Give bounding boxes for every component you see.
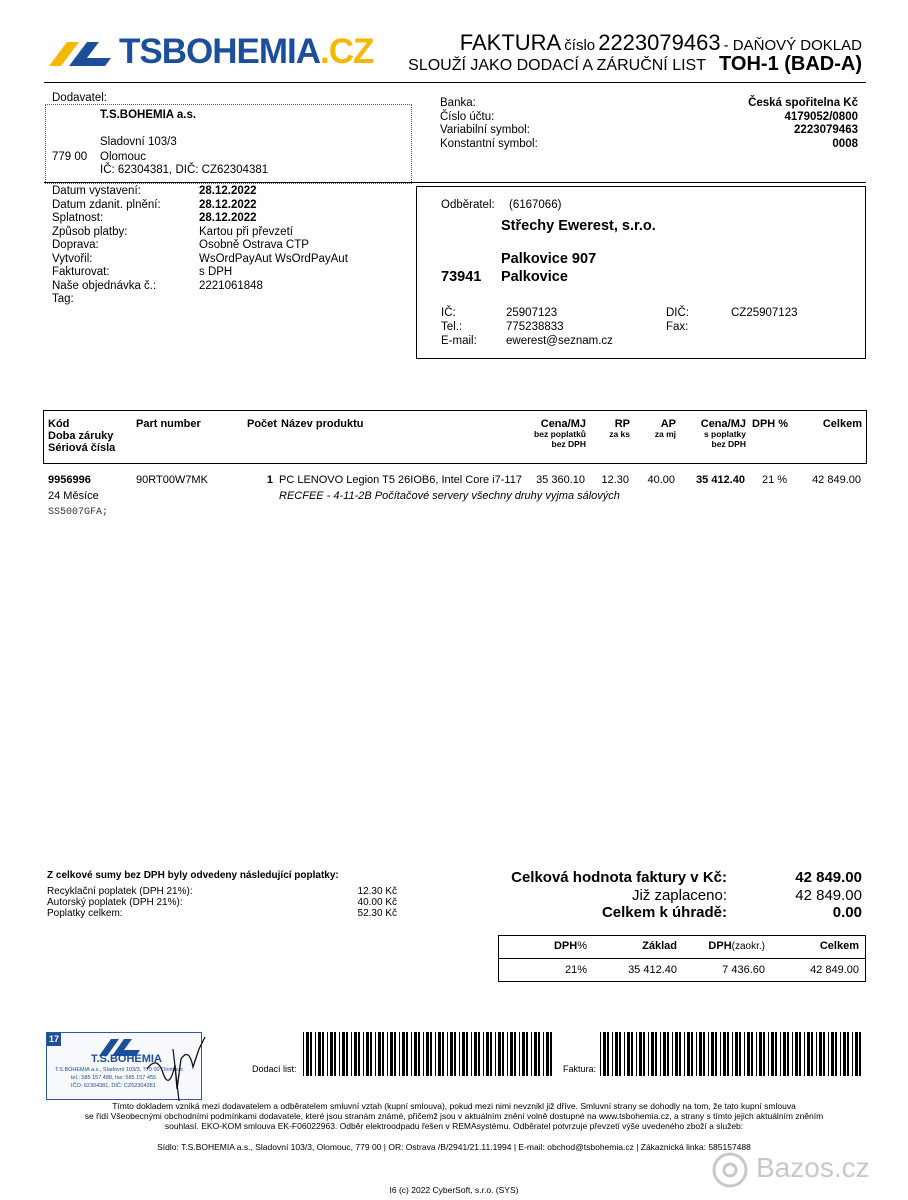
col-part: Part number [136,418,201,430]
barcode-bar [495,1032,496,1076]
barcode-bar [691,1032,693,1076]
barcode-bar [639,1032,642,1076]
barcode-bar [306,1032,309,1076]
invoice-subtitle: SLOUŽÍ JAKO DODACÍ A ZÁRUČNÍ LIST TOH-1 (BAD-A) [408,53,862,75]
col-ap: AP za mj [654,418,676,439]
footer-terms: Tímto dokladem vzniká mezi dodavatelem a odběratelem smluvní vztah (kupní smlouva), pokud mezi nimi nevznikl již dříve. Smluvní strany se dohodly na tom, že tato kupní smlouva se řídí Všeobecnými obchodními podmínkami dodavatele, které jsou stranám známé, přičemž jsou v aktuálním znění volně dostupné na www.tsbohemia.cz, a strany s tímto jejich aktuálním zněním souhlasí. EKO-KOM smlouva EK-F06022963. Odběr elektroodpadu řešen v REMAsystému. Odběratel potvrzuje převzetí výše uvedeného zboží a služeb: [84,1101,824,1131]
detail-label: Tag: [52,293,74,305]
detail-label: Způsob platby: [52,225,128,238]
company-stamp [46,1032,202,1100]
item-ap: 40.00 [647,474,675,486]
bank-row-value: 0008 [832,137,858,150]
detail-row [52,239,392,253]
barcode-bar [543,1032,544,1076]
barcode-bar [819,1032,822,1076]
barcode-bar [859,1032,861,1076]
barcode-bar [744,1032,745,1076]
barcode-bar [636,1032,637,1076]
barcode-bar [615,1032,618,1076]
barcode-bar [843,1032,846,1076]
barcode-bar [538,1032,540,1076]
detail-value: Osobně Ostrava CTP [199,239,309,251]
supplier-city: Olomouc [100,151,147,163]
fee-row [47,908,397,919]
barcode-bar [370,1032,372,1076]
barcode-bar [303,1032,304,1076]
barcode-bar [763,1032,765,1076]
bank-row-label: Variabilní symbol: [440,124,530,136]
barcode-bar [430,1032,432,1076]
barcode-bar [426,1032,429,1076]
barcode-bar [466,1032,468,1076]
col-cena2: Cena/MJ s poplatky bez DPH [700,418,746,449]
fee-label: Recyklační poplatek (DPH 21%): [47,886,193,897]
fees-list [47,886,397,919]
detail-value: 2221061848 [199,279,263,292]
detail-label: Naše objednávka č.: [52,279,157,292]
customer-dic: CZ25907123 [731,307,798,319]
detail-row [52,226,392,240]
col-cena: Cena/MJ bez poplatků bez DPH [534,418,586,449]
detail-label: Splatnost: [52,212,104,224]
customer-city: Palkovice [501,269,568,285]
stamp-line2: tel.: 585 157 488, fax: 585 157 455 [71,1075,157,1081]
barcode-bar [816,1032,817,1076]
stamp-line3: IČO: 62304381, DIČ: CZ62304381 [71,1083,156,1089]
barcode-bar [660,1032,661,1076]
barcode-bar [546,1032,549,1076]
total-row [500,869,862,887]
barcode-bar [723,1032,726,1076]
barcode-bar [804,1032,805,1076]
customer-dic-label: DIČ: [666,307,689,319]
customer-street: Palkovice 907 [501,251,597,267]
detail-row [52,185,392,199]
item-zaruka: 24 Měsíce [48,490,99,502]
barcode-bar [474,1032,477,1076]
total-label: Celkem k úhradě: [601,904,727,921]
footer-seat: Sídlo: T.S.BOHEMIA a.s., Sladovní 103/3, Olomouc, 779 00 | OR: Ostrava /B/2941/21.11.1994 | E-mail: obchod@tsbohemia.cz | Zákaznická linka: 585157488 [157,1142,751,1152]
invoice-code: TOH-1 (BAD-A) [719,53,862,75]
total-label: Již zaplaceno: [631,886,727,904]
detail-label: Fakturovat: [52,266,110,278]
col-nazev: Název produktu [281,418,364,430]
barcode-bar [454,1032,456,1076]
barcode-bar [684,1032,685,1076]
barcode-bar [768,1032,769,1076]
barcode-bar [378,1032,381,1076]
bank-info [440,97,858,151]
total-value: 0.00 [832,904,862,921]
barcode-bar [835,1032,837,1076]
barcode-bar [600,1032,601,1076]
total-value: 42 849.00 [795,869,862,886]
fees-title: Z celkové sumy bez DPH byly odvedeny následující poplatky: [47,870,339,881]
detail-row [52,199,392,213]
barcode-bar [366,1032,369,1076]
col-zaruka: Doba záruky [48,430,114,442]
detail-label: Doprava: [52,239,99,251]
barcode-bar [406,1032,408,1076]
barcode-bar [696,1032,697,1076]
barcode-bar [399,1032,400,1076]
col-kod: Kód [48,418,70,430]
barcode-bar [708,1032,709,1076]
detail-label: Datum zdanit. plnění: [52,198,161,211]
barcode-bar [438,1032,441,1076]
barcode-bar [327,1032,328,1076]
fee-row [47,886,397,897]
barcode-bar [346,1032,348,1076]
col-dph: DPH % [752,418,789,430]
supplier-zip: 779 00 [52,151,88,163]
customer-ic: 25907123 [506,307,558,319]
detail-label: Datum vystavení: [52,185,141,197]
barcode-bar [522,1032,525,1076]
item-kod: 9956996 [48,474,91,486]
barcode-bar [627,1032,630,1076]
bank-row-label: Konstantní symbol: [440,137,538,150]
barcode-bar [318,1032,321,1076]
customer-tel: 775238833 [506,321,564,333]
barcode-bar [823,1032,825,1076]
barcode-bar [459,1032,460,1076]
supplier-street: Sladovní 103/3 [100,136,177,148]
barcode-bar [612,1032,613,1076]
barcode-bar [402,1032,405,1076]
fee-row [47,897,397,908]
barcode-bar [603,1032,606,1076]
barcode-bar [780,1032,781,1076]
detail-value: 28.12.2022 [199,198,257,211]
barcode-bar [450,1032,453,1076]
barcode-bar [828,1032,829,1076]
watermark-text: Bazos.cz [756,1152,870,1183]
barcode-bar [756,1032,757,1076]
barcode-bar [679,1032,681,1076]
barcode-bar [831,1032,834,1076]
vat-dph: 7 436.60 [722,964,765,976]
total-row [500,887,862,905]
barcode-bar [735,1032,738,1076]
barcode-bar [394,1032,396,1076]
barcode-bar [462,1032,465,1076]
barcode-bar [643,1032,645,1076]
barcode-bar [478,1032,480,1076]
barcode-dodaci-icon [303,1032,553,1096]
barcode-bar [315,1032,316,1076]
barcode-bar [840,1032,841,1076]
barcode-bar [502,1032,504,1076]
barcode-bar [732,1032,733,1076]
bank-row-value: 4179052/0800 [784,110,858,123]
barcode-bar [795,1032,798,1076]
barcode-bar [675,1032,678,1076]
logo-mark-icon [45,36,117,70]
barcode-bar [651,1032,654,1076]
barcode-bar [715,1032,717,1076]
item-rp: 12.30 [601,474,629,486]
bank-row-label: Banka: [440,97,476,109]
barcode-bar [342,1032,345,1076]
totals [500,869,862,922]
invoice-title: FAKTURA číslo 2223079463 - DAŇOVÝ DOKLAD [459,30,862,55]
table-row [43,474,865,524]
fee-value: 52.30 Kč [357,908,397,919]
col-rp: RP za ks [609,418,630,439]
stamp-line1: T.S.BOHEMIA a.s., Sladovní 103/3, 779 00 Olomouc [55,1067,184,1073]
barcode-bar [471,1032,472,1076]
detail-value: 28.12.2022 [199,185,257,197]
vat-table [498,935,866,982]
supplier-box [45,104,412,184]
barcode-bar [807,1032,810,1076]
detail-value: s DPH [199,266,233,278]
barcode-bar [519,1032,520,1076]
faktura-label: Faktura: [563,1064,597,1074]
total-label: Celková hodnota faktury v Kč: [511,869,727,886]
detail-row [52,293,392,307]
detail-row [52,253,392,267]
barcode-bar [751,1032,753,1076]
header-divider [44,82,866,83]
detail-label: Vytvořil: [52,252,93,265]
watermark-at-icon [708,1150,752,1190]
customer-ic-label: IČ: [441,307,456,319]
footer-copyright: I6 (c) 2022 CyberSoft, s.r.o. (SYS) [389,1185,519,1195]
barcode-bar [703,1032,705,1076]
bank-row-value: Česká spořitelna Kč [748,97,858,109]
barcode-bar [648,1032,649,1076]
barcode-bar [739,1032,741,1076]
barcode-bar [447,1032,448,1076]
bank-row [440,97,858,111]
fee-label: Poplatky celkem: [47,908,123,919]
customer-box [416,186,866,359]
barcode-bar [550,1032,552,1076]
vat-h-celkem: Celkem [819,940,859,952]
barcode-bar [534,1032,537,1076]
fee-value: 12.30 Kč [357,886,397,897]
bank-row-label: Číslo účtu: [440,110,495,123]
vat-zaklad: 35 412.40 [628,964,677,976]
barcode-bar [672,1032,673,1076]
barcode-bar [339,1032,340,1076]
barcode-bar [663,1032,666,1076]
barcode-bar [423,1032,424,1076]
col-seriova: Sériová čísla [48,442,116,454]
watermark [708,1150,903,1190]
barcode-bar [624,1032,625,1076]
item-cena2: 35 412.40 [696,474,745,486]
barcode-bar [531,1032,532,1076]
detail-row [52,212,392,226]
barcode-bar [619,1032,621,1076]
barcode-bar [382,1032,384,1076]
barcode-bar [358,1032,360,1076]
barcode-bar [792,1032,793,1076]
barcode-bar [490,1032,492,1076]
dodaci-label: Dodací list: [252,1064,297,1074]
barcode-bar [775,1032,777,1076]
barcode-bar [759,1032,762,1076]
barcode-bar [418,1032,420,1076]
barcode-bar [363,1032,364,1076]
vat-h-dph: DPH(zaokr.) [708,940,765,952]
barcode-bar [507,1032,508,1076]
item-part: 90RT00W7MK [136,474,208,486]
barcode-bar [727,1032,729,1076]
barcode-bar [435,1032,436,1076]
vat-rate: 21% [564,964,587,976]
customer-label: Odběratel: [441,199,495,211]
item-name: PC LENOVO Legion T5 26IOB6, Intel Core i7-117 [279,474,522,486]
fee-label: Autorský poplatek (DPH 21%): [47,897,183,908]
barcode-bar [351,1032,352,1076]
fee-value: 40.00 Kč [357,897,397,908]
barcode-bar [607,1032,609,1076]
barcode-bar [334,1032,336,1076]
barcode-bar [375,1032,376,1076]
barcode-bar [526,1032,528,1076]
barcode-bar [330,1032,333,1076]
barcode-bar [799,1032,801,1076]
customer-id: (6167066) [509,199,562,211]
item-dph: 21 % [762,474,788,486]
barcode-bar [655,1032,657,1076]
barcode-bar [855,1032,858,1076]
barcode-bar [483,1032,484,1076]
customer-fax-label: Fax: [666,321,689,333]
barcode-bar [411,1032,412,1076]
vat-table-divider [499,958,865,959]
barcode-bar [787,1032,789,1076]
barcode-bar [783,1032,786,1076]
barcode-bar [310,1032,312,1076]
supplier-ids: IČ: 62304381, DIČ: CZ62304381 [100,164,269,176]
section-divider [44,182,866,183]
barcode-bar [687,1032,690,1076]
barcode-bar [667,1032,669,1076]
barcode-bar [486,1032,489,1076]
col-pocet: Počet [247,418,277,430]
stamp-number: 17 [48,1034,59,1044]
barcode-bar [354,1032,357,1076]
detail-value: 28.12.2022 [199,212,257,224]
detail-value: Kartou při převzetí [199,225,293,238]
logo-text: TSBOHEMIA.CZ [119,32,374,71]
barcode-bar [322,1032,324,1076]
detail-row [52,266,392,280]
barcode-bar [498,1032,501,1076]
customer-email[interactable]: ewerest@seznam.cz [506,335,613,347]
barcode-bar [747,1032,750,1076]
bank-row [440,124,858,138]
barcode-bar [771,1032,774,1076]
bank-row-value: 2223079463 [794,124,858,136]
total-row [500,904,862,922]
barcode-bar [720,1032,721,1076]
vat-h-zaklad: Základ [642,940,677,952]
invoice-details [52,185,392,307]
barcode-bar [711,1032,714,1076]
item-cena: 35 360.10 [536,474,585,486]
vat-celkem: 42 849.00 [810,964,859,976]
item-qty: 1 [266,474,273,486]
items-table-header [43,410,867,464]
barcode-bar [442,1032,444,1076]
barcode-bar [414,1032,417,1076]
barcode-bar [631,1032,633,1076]
customer-tel-label: Tel.: [441,321,463,333]
item-recfee: RECFEE - 4-11-2B Počítačové servery všechny druhy vyjma sálových [279,490,620,502]
barcode-bar [514,1032,516,1076]
supplier-label: Dodavatel: [52,92,107,104]
supplier-name: T.S.BOHEMIA a.s. [100,109,197,121]
detail-value: WsOrdPayAut WsOrdPayAut [199,252,348,265]
invoice-number: 2223079463 [598,30,721,55]
col-celkem: Celkem [822,418,862,430]
barcode-bar [387,1032,388,1076]
stamp-name: T.S.BOHEMIA [91,1053,162,1065]
bank-row [440,138,858,152]
total-value: 42 849.00 [795,886,862,904]
customer-email-label: E-mail: [441,335,477,347]
barcode-bar [390,1032,393,1076]
company-logo [45,34,385,74]
customer-name: Střechy Ewerest, s.r.o. [501,218,656,234]
vat-h-rate: DPH% [553,940,587,952]
barcode-bar [699,1032,702,1076]
barcode-bar [852,1032,853,1076]
bank-row [440,111,858,125]
barcode-bar [847,1032,849,1076]
barcode-bar [510,1032,513,1076]
barcode-bar [811,1032,813,1076]
customer-zip: 73941 [441,269,482,285]
barcode-faktura-icon [600,1032,862,1096]
signature-icon [143,1029,213,1105]
item-serial: SS5007GFA; [48,507,109,518]
item-celkem: 42 849.00 [812,474,861,486]
detail-row [52,280,392,294]
